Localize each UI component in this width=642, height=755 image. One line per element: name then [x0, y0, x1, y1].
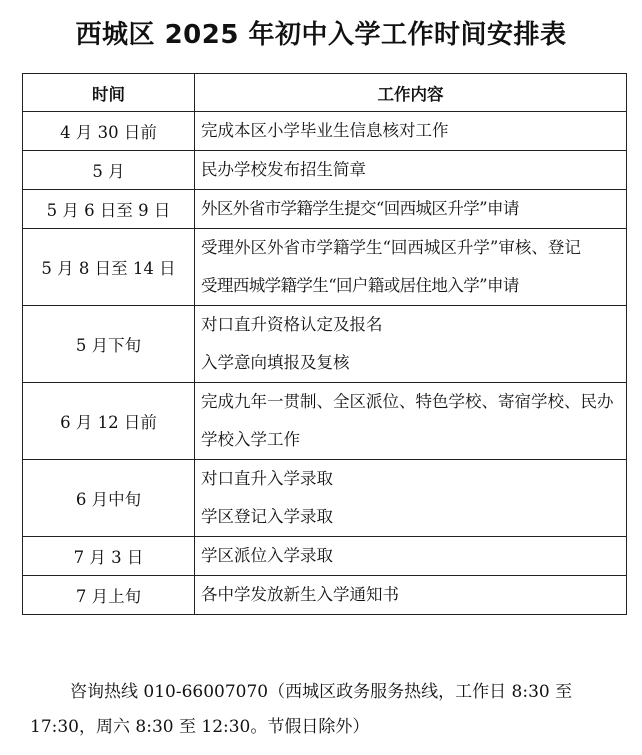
page-title: 西城区 2025 年初中入学工作时间安排表: [75, 20, 567, 50]
row-content: [195, 190, 627, 229]
content-item: 完成九年一贯制、全区派位、特色学校、寄宿学校、民办学校入学工作: [201, 392, 614, 449]
row-content: [195, 537, 627, 576]
row-content: [195, 112, 627, 151]
content-item: 受理外区外省市学籍学生“回西城区升学”审核、登记: [201, 238, 581, 257]
content-item: 学区登记入学录取: [201, 507, 333, 526]
row-content: [195, 306, 627, 383]
row-time: 7 月上旬: [23, 576, 195, 615]
table-row: [23, 537, 627, 576]
row-time: 4 月 30 日前: [23, 112, 195, 151]
table-row: [23, 151, 627, 190]
table-row: [23, 190, 627, 229]
content-item: 对口直升入学录取: [201, 469, 333, 488]
table-row: [23, 576, 627, 615]
schedule-table: [22, 73, 627, 615]
table-row: [23, 460, 627, 537]
row-time: 5 月 8 日至 14 日: [23, 229, 195, 306]
row-time: 6 月中旬: [23, 460, 195, 537]
table-row: [23, 306, 627, 383]
table-header-row: [23, 74, 627, 112]
header-time: 时间: [23, 74, 195, 112]
table-row: [23, 383, 627, 460]
content-item: 各中学发放新生入学通知书: [201, 585, 399, 604]
row-time: 5 月: [23, 151, 195, 190]
row-time: 7 月 3 日: [23, 537, 195, 576]
row-content: [195, 460, 627, 537]
row-time: 6 月 12 日前: [23, 383, 195, 460]
hotline-note: 咨询热线 010-66007070（西城区政务服务热线，工作日 8:30 至 17:30，周六 8:30 至 12:30。节假日除外）: [30, 682, 573, 737]
content-item: 完成本区小学毕业生信息核对工作: [201, 121, 449, 140]
content-item: 学区派位入学录取: [201, 546, 333, 565]
row-content: [195, 383, 627, 460]
table-row: [23, 229, 627, 306]
content-item: 外区外省市学籍学生提交“回西城区升学”申请: [201, 199, 519, 218]
header-content: 工作内容: [195, 74, 627, 112]
content-item: 入学意向填报及复核: [201, 353, 350, 372]
content-item: 受理西城学籍学生“回户籍或居住地入学”申请: [201, 276, 519, 295]
row-content: [195, 229, 627, 306]
content-item: 对口直升资格认定及报名: [201, 315, 383, 334]
content-item: 民办学校发布招生简章: [201, 160, 366, 179]
row-time: 5 月 6 日至 9 日: [23, 190, 195, 229]
row-content: [195, 151, 627, 190]
row-time: 5 月下旬: [23, 306, 195, 383]
row-content: [195, 576, 627, 615]
table-row: [23, 112, 627, 151]
